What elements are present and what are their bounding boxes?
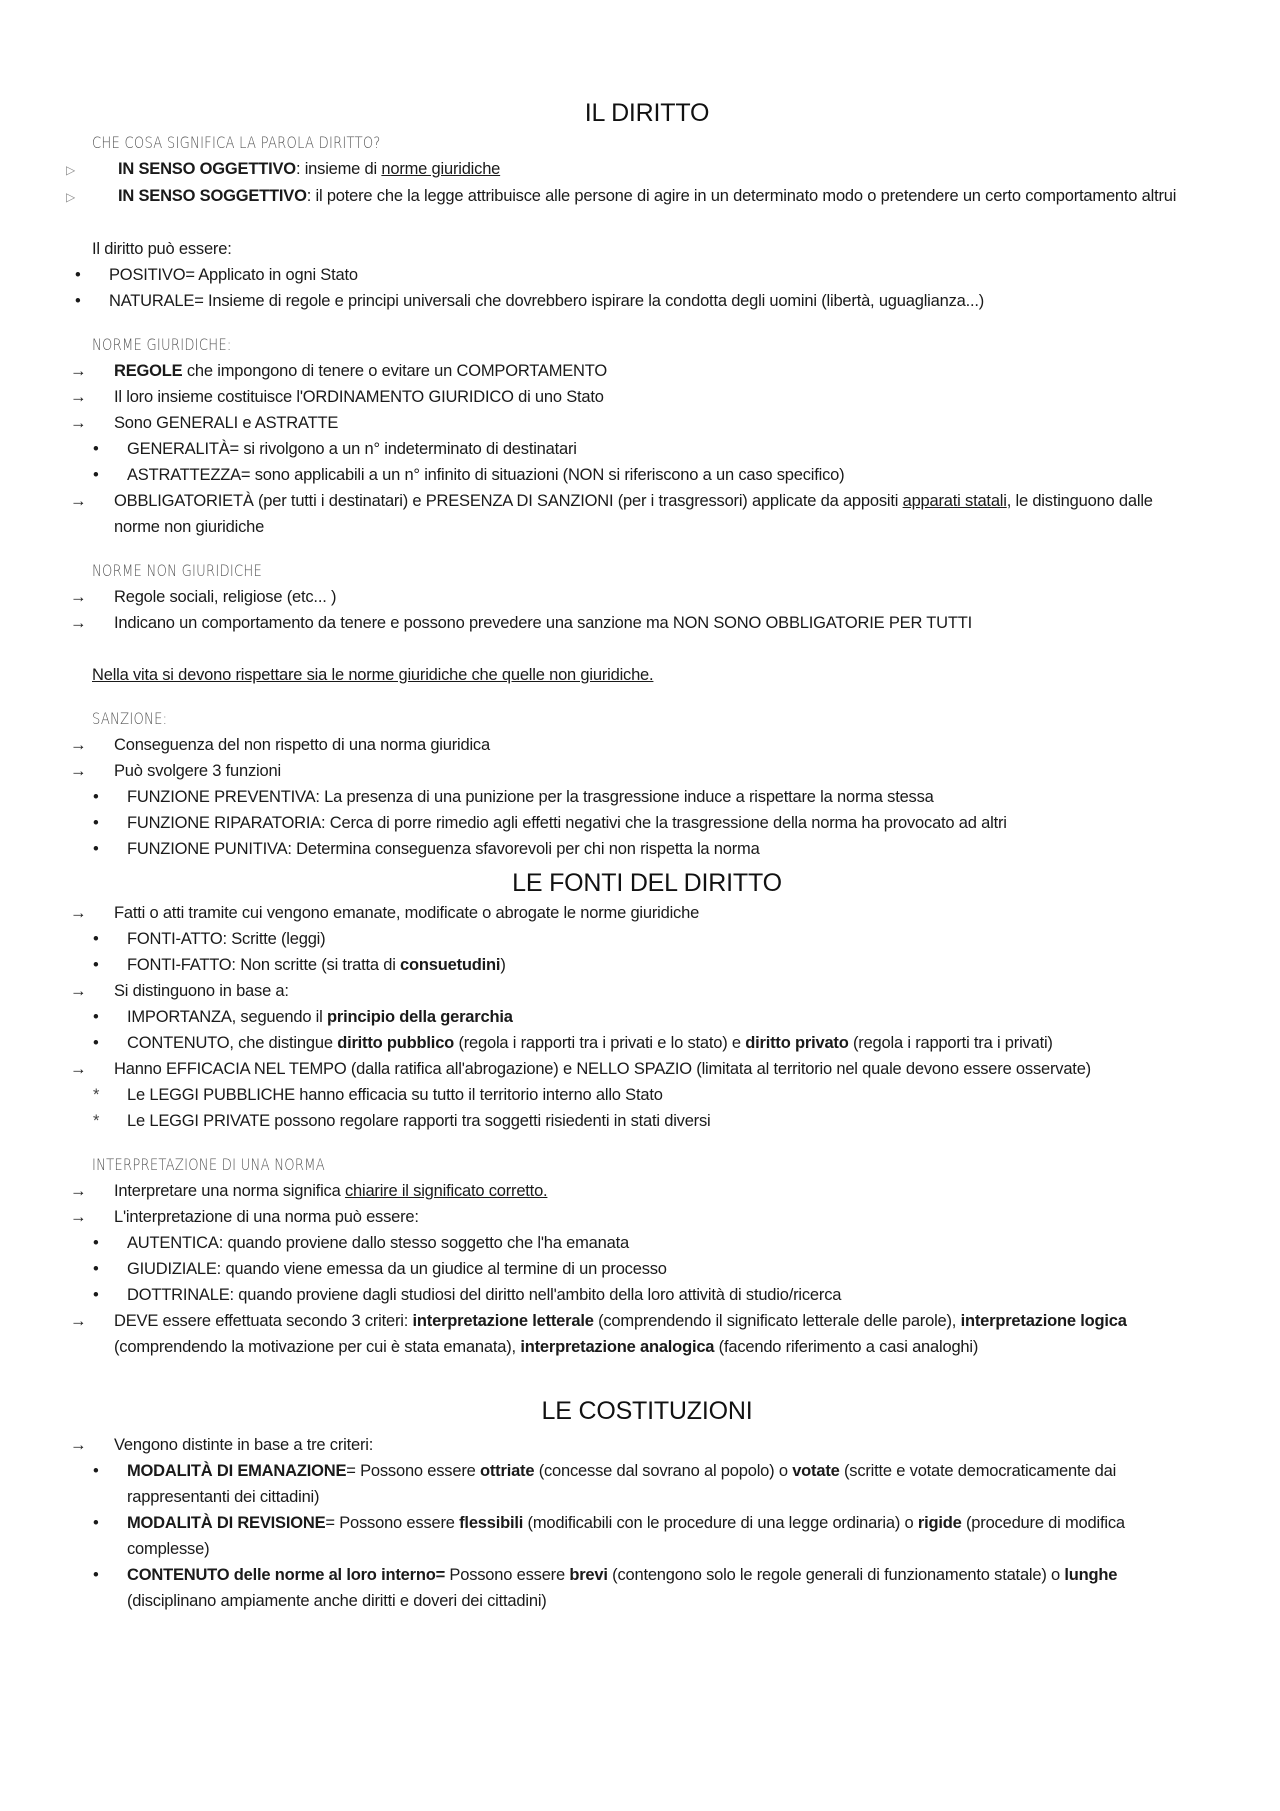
arrow-item-ordinamento: → Il loro insieme costituisce l'ORDINAMENTO GIURIDICO di uno Stato [70, 388, 604, 406]
list-item-riparatoria: • FUNZIONE RIPARATORIA: Cerca di porre rimedio agli effetti negativi che la trasgressione della norma ha provocato ad altri [93, 814, 1007, 832]
arrow-item-interpretare: → Interpretare una norma significa chiarire il significato corretto. [70, 1182, 548, 1200]
heading-significato: CHE COSA SIGNIFICA LA PAROLA DIRITTO? [92, 133, 381, 152]
heading-norme-non-giuridiche: NORME NON GIURIDICHE [92, 561, 262, 580]
arrow-item-regole-sociali: → Regole sociali, religiose (etc... ) [70, 588, 337, 606]
heading-norme-giuridiche: NORME GIURIDICHE: [92, 335, 232, 354]
triangle-bullet-icon: ▷ [66, 163, 76, 177]
list-item-fonti-atto: • FONTI-ATTO: Scritte (leggi) [93, 930, 326, 948]
list-item-punitiva: • FUNZIONE PUNITIVA: Determina conseguenza sfavorevoli per chi non rispetta la norma [93, 840, 760, 858]
arrow-item-distinguono: → Si distinguono in base a: [70, 982, 289, 1000]
list-item-contenuto: • CONTENUTO, che distingue diritto pubblico (regola i rapporti tra i privati e lo stato) e diritto privato (regola i rapporti tra i privati) [93, 1034, 1053, 1052]
arrow-item-comportamento: → Indicano un comportamento da tenere e possono prevedere una sanzione ma NON SONO OBBLIGATORIE PER TUTTI [70, 614, 972, 632]
arrow-item-conseguenza: → Conseguenza del non rispetto di una norma giuridica [70, 736, 490, 754]
arrow-item-criteri: → DEVE essere effettuata secondo 3 criteri: interpretazione letterale (comprendendo il significato letterale delle parole), interpretazione logica (comprendendo la motivazione per cui è stata emanata), interpretazione analogica (facendo riferimento a casi analoghi) [70, 1312, 1127, 1356]
list-item-dottrinale: • DOTTRINALE: quando proviene dagli studiosi del diritto nell'ambito della loro attività di studio/ricerca [93, 1286, 842, 1304]
arrow-item-generali: → Sono GENERALI e ASTRATTE [70, 414, 339, 432]
title-costituzioni: LE COSTITUZIONI [541, 1397, 753, 1425]
title-il-diritto: IL DIRITTO [584, 99, 710, 127]
heading-interpretazione: INTERPRETAZIONE DI UNA NORMA [92, 1155, 326, 1174]
list-item-astrattezza: • ASTRATTEZZA= sono applicabili a un n° infinito di situazioni (NON si riferiscono a un caso specifico) [93, 466, 845, 484]
arrow-item-regole: → REGOLE che impongono di tenere o evitare un COMPORTAMENTO [70, 362, 607, 380]
heading-sanzione: SANZIONE: [92, 709, 168, 728]
asterisk-icon: * [93, 1086, 100, 1104]
list-item-leggi-pubbliche: * Le LEGGI PUBBLICHE hanno efficacia su tutto il territorio interno allo Stato [92, 1082, 1202, 1108]
arrow-item-criteri-costituzioni: → Vengono distinte in base a tre criteri: [70, 1436, 374, 1454]
list-item-contenuto-norme: • CONTENUTO delle norme al loro interno= Possono essere brevi (contengono solo le regole generali di funzionamento statale) o lunghe (disciplinano ampiamente anche diritti e doveri dei cittadini) [93, 1566, 1118, 1610]
triangle-bullet-icon: ▷ [66, 190, 76, 204]
arrow-item-interpretazione-essere: → L'interpretazione di una norma può essere: [70, 1208, 419, 1226]
list-item-fonti-fatto: • FONTI-FATTO: Non scritte (si tratta di consuetudini) [93, 956, 506, 974]
list-item-emanazione: • MODALITÀ DI EMANAZIONE= Possono essere ottriate (concesse dal sovrano al popolo) o votate (scritte e votate democraticamente dai rappresentanti dei cittadini) [93, 1462, 1117, 1506]
list-item-leggi-private: * Le LEGGI PRIVATE possono regolare rapporti tra soggetti risiedenti in stati diversi [92, 1108, 1202, 1134]
list-item-importanza: • IMPORTANZA, seguendo il principio della gerarchia [93, 1008, 513, 1026]
list-item-autentica: • AUTENTICA: quando proviene dallo stesso soggetto che l'ha emanata [93, 1234, 629, 1252]
title-fonti: LE FONTI DEL DIRITTO [512, 869, 782, 897]
list-item-revisione: • MODALITÀ DI REVISIONE= Possono essere flessibili (modificabili con le procedure di una legge ordinaria) o rigide (procedure di modifica complesse) [93, 1514, 1125, 1558]
diritto-essere: Il diritto può essere: [92, 240, 232, 258]
nella-vita: Nella vita si devono rispettare sia le norme giuridiche che quelle non giuridiche. [92, 666, 654, 684]
list-item-preventiva: • FUNZIONE PREVENTIVA: La presenza di una punizione per la trasgressione induce a rispettare la norma stessa [93, 788, 934, 806]
arrow-item-funzioni: → Può svolgere 3 funzioni [70, 762, 281, 780]
list-item-giudiziale: • GIUDIZIALE: quando viene emessa da un giudice al termine di un processo [93, 1260, 667, 1278]
bullet-soggettivo: ▷ IN SENSO SOGGETTIVO: il potere che la legge attribuisce alle persone di agire in un determinato modo o pretendere un certo comportamento altrui [92, 183, 1202, 210]
arrow-item-efficacia: → Hanno EFFICACIA NEL TEMPO (dalla ratifica all'abrogazione) e NELLO SPAZIO (limitata al territorio nel quale devono essere osservate) [70, 1060, 1091, 1078]
arrow-item-fatti-atti: → Fatti o atti tramite cui vengono emanate, modificate o abrogate le norme giuridiche [70, 904, 700, 922]
list-item-positivo: • POSITIVO= Applicato in ogni Stato [75, 266, 358, 284]
list-item-generalita: • GENERALITÀ= si rivolgono a un n° indeterminato di destinatari [93, 440, 577, 458]
asterisk-icon: * [93, 1112, 100, 1130]
document-page [66, 96, 1202, 1614]
arrow-item-obbligatorieta: → OBBLIGATORIETÀ (per tutti i destinatari) e PRESENZA DI SANZIONI (per i trasgressori) applicate da appositi apparati statali, le distinguono dalle norme non giuridiche [70, 492, 1153, 536]
bullet-oggettivo: ▷ IN SENSO OGGETTIVO: insieme di norme giuridiche [92, 156, 1202, 183]
list-item-naturale: • NATURALE= Insieme di regole e principi universali che dovrebbero ispirare la condotta degli uomini (libertà, uguaglianza...) [75, 292, 985, 310]
